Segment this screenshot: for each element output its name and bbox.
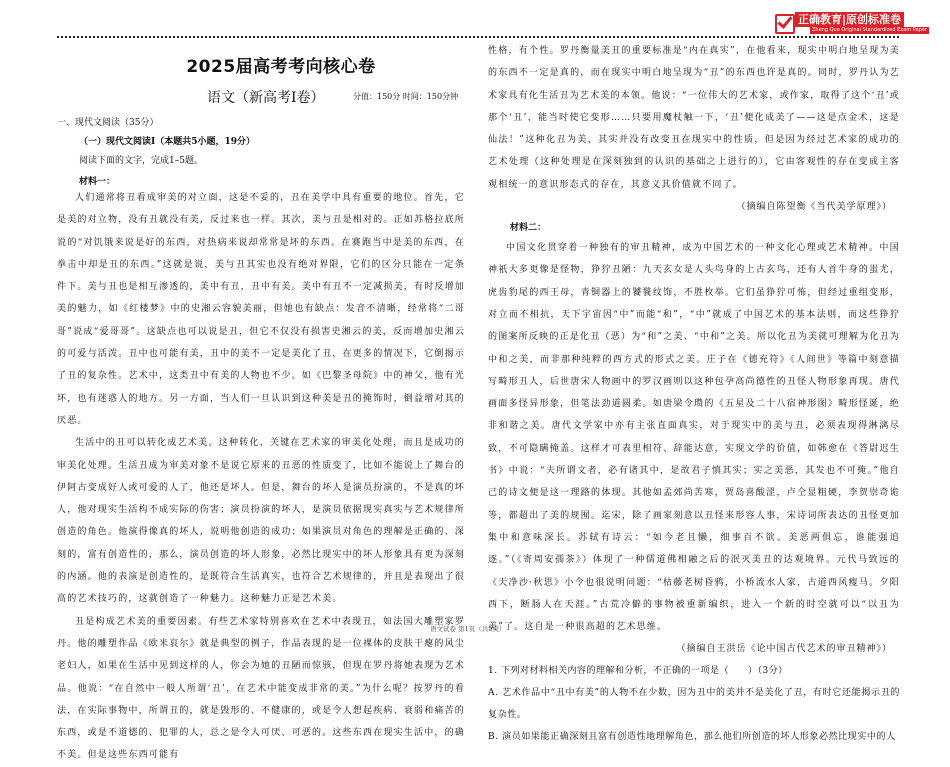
paragraph: 中国文化贯穿着一种独有的审丑精神，成为中国艺术的一种文化心理或艺术精神。中国神祇大多更像是怪物，狰狞丑陋：九天玄女是人头鸟身的上古玄鸟，还有人首牛身的蚩尤，虎齿豹尾的西王母，青铜器上的饕餮纹饰，不胜枚举。它们虽狰狞可怖，但经过重组变形，对立而不相抗，天下宇宙因“中”而能“和”，“中”就成了中国艺术的基本法则，而这些狰狞的图案所反映的正是化丑（恶）为“和”之美、“中和”之美。所以化丑为美就可理解为化丑为中和之美，而非那种纯粹的西方式的形式之美。庄子在《德充符》《人间世》等篇中刻意描写畸形丑人，后世唐宋人物画中的罗汉画则以这种包孕高尚德性的丑怪人物形象再现。唐代画面多怪异形象，但笔法劲道圆柔。如唐梁令瓒的《五星及二十八宿神形图》畸形怪诞，绝非和谐之美。唐代文学家中亦有主张直面真实，对于现实中的美与丑，必须表现得淋漓尽致，不可隐瞒掩盖。这样才可表里相符、辞能达意，实现文学的价值，如韩愈在《答尉迟生书》中说：“夫所谓文者，必有诸其中，是故君子慎其实；实之美恶，其发也不可掩。”他自己的诗文便是这一理路的体现。其他如孟郊尚苦寒，贾岛喜酸涩，卢仝显粗硬，李贺崇奇诡等，都超出了美的规囿。迄宋，除了画家刻意以丑怪来形容人事，宋诗词所表达的丑怪更加集中和意味深长。苏轼有诗云：“如今老且懒，细事百不欲。美恶两俱忘，谁能强追逐。”（《寄周安孺茶》）体现了一种儒道佛相融之后的泯灭美丑的达观境界。元代马致远的《天净沙·秋思》小令也很说明问题：“枯藤老树昏鸦，小桥流水人家，古道西风瘦马。夕阳西下，断肠人在天涯。”古荒冷僻的事物被重新编织，进入一个新的时空就可以“以丑为美”了。这自是一种很高超的艺术思维。: [488, 243, 900, 633]
instruction-text: 阅读下面的文字，完成1–5题。: [79, 156, 203, 166]
paragraph-continuation: 性格，有个性。罗丹衡量美丑的重要标准是“内在真实”，在他看来，现实中明白地呈现为美的东西不一定是真的，而在现实中明白地呈现为“丑”的东西也许是真的。同时，罗丹认为艺术家具有化生活丑为艺术美的本领。他说：“一位伟大的艺术家，或作家，取得了这个‘丑’或那个‘丑’，能当时使它变形……只要用魔杖触一下，‘丑’便化成美了——这是点金术，这是仙法！”这种化丑为美，其实并没有改变丑在现实中的性质，但是因为经过艺术家的成功的艺术处理（这种处理是在深刻独到的认识的基础之上进行的），它由客观性的存在变成主客观相统一的意识形态式的存在，其意义其价值就不同了。: [488, 46, 900, 190]
exam-meta: 分值：150分 时间：150分钟: [353, 92, 459, 101]
left-column: [57, 44, 465, 767]
logo-brand: 正确教育|原创标准卷: [795, 12, 904, 27]
exam-subtitle: [57, 87, 465, 107]
question-stem: 1. 下列对材料相关内容的理解和分析，不正确的一项是（ ）（3分）: [488, 666, 788, 677]
paragraph: 生活中的丑可以转化成艺术美。这种转化，关键在艺术家的审美化处理，而且是成功的审美化处理。生活丑成为审美对象不是说它原来的丑恶的性质变了，比如不能说上了舞台的伊阿古变成好人或可爱的人了，他还是坏人。但是，舞台的坏人是演员扮演的，不是真的坏人，他对现实生活构不成实际的伤害；演员扮演的坏人，是演员依据现实真实与艺术规律所创造的角色。他演得像真的坏人，说明他创造的成功；如果演员对角色的理解是正确的、深刻的，富有创造性的，那么，演员创造的坏人形象，必然比现实中的坏人形象具有更为深刻的内涵。他的表演是创造性的，是既符合生活真实，也符合艺术规律的，并且是表现出了很高的艺术技巧的，这就创造了一种魅力。这种魅力正是艺术美。: [57, 438, 466, 605]
question-option-b: B. 演员如果能正确深刻且富有创造性地理解角色，那么他们所创造的坏人形象必然比现实中的人: [488, 732, 896, 743]
header-rule: [57, 36, 899, 38]
logo-subtitle: Zheng Que Original Standardized Exam Paper: [812, 27, 927, 33]
exam-title: 2025届高考考向核心卷: [186, 57, 376, 77]
publisher-logo: [775, 12, 927, 36]
right-column: [488, 40, 900, 748]
paragraph: 人们通常将丑看成审美的对立面，这是不妥的，丑在美学中具有重要的地位。首先，它是美的对立物，没有丑就没有美，反过来也一样。其次，美与丑是相对的。正如苏格拉底所说的“对饥饿来说是好的东西，对热病来说却常常是坏的东西。在赛跑当中是美的东西，在拳击中却是丑的东西。”这就是说，美与丑其实也没有绝对界限，它们的区分只能在一定条件下。美与丑也是相互渗透的，美中有丑，丑中有美。美中有丑不一定减损美，有时反增加美的魅力，如《红楼梦》中的史湘云容貌美丽，但她也有缺点：发音不清晰，经常将“二哥哥”说成“爱哥哥”。这缺点也可以说是丑，但它不仅没有损害史湘云的美，反而增加史湘云的可爱与活泼。丑中也可能有美，丑中的美不一定是美化了丑，在更多的情况下，它倒揭示了丑的复杂性。艺术中，这类丑中有美的人物也不少。如《巴黎圣母院》中的神父，他有光环，也有迷惑人的地方。另一方面，当人们一旦认识到这种美是丑的掩饰时，倒益增对其的厌恶。: [57, 193, 466, 426]
subject-name: 语文（新高考Ⅰ卷）: [207, 90, 325, 106]
material-label: 材料一：: [79, 177, 116, 187]
page-footer: 语文试卷 第1页（共5页）: [430, 625, 506, 633]
checkmark-icon: [775, 14, 795, 34]
question-option-a: A. 艺术作品中“丑中有美”的人物不在少数，因为丑中的美并不是美化了丑，有时它还能揭示丑的复杂性。: [488, 688, 900, 721]
paragraph: 丑是构成艺术美的重要因素。有些艺术家特别喜欢在艺术中表现丑，如法国大雕塑家罗丹。他的雕塑作品《欧米哀尔》就是典型的例子，作品表现的是一位裸体的皮肤干瘪的风尘老妇人，如果在生活中见到这样的人，你会为她的丑陋而惊骇，但现在罗丹将她表现为艺术品。他说：“在自然中一般人所谓‘丑’，在艺术中能变成非常的美。”为什么呢？按罗丹的看法，在实际事物中，所谓丑的，就是毁形的、不健康的，或是令人想起疾病、衰弱和痛苦的东西，或是不道德的、犯罪的人，总之是令人可厌、可恶的。这些东西在现实生活中，的确不美。但是这些东西可能有: [57, 616, 466, 761]
source-citation: （摘编自陈望衡《当代美学原理》）: [736, 202, 892, 213]
section-heading: 一、现代文阅读（35分）: [57, 118, 159, 128]
material-label: 材料二：: [510, 223, 547, 234]
source-citation: （摘编自王洪岳《论中国古代艺术的审丑精神》）: [676, 644, 892, 655]
subsection-heading: （一）现代文阅读Ⅰ（本题共5小题，19分）: [79, 137, 255, 147]
